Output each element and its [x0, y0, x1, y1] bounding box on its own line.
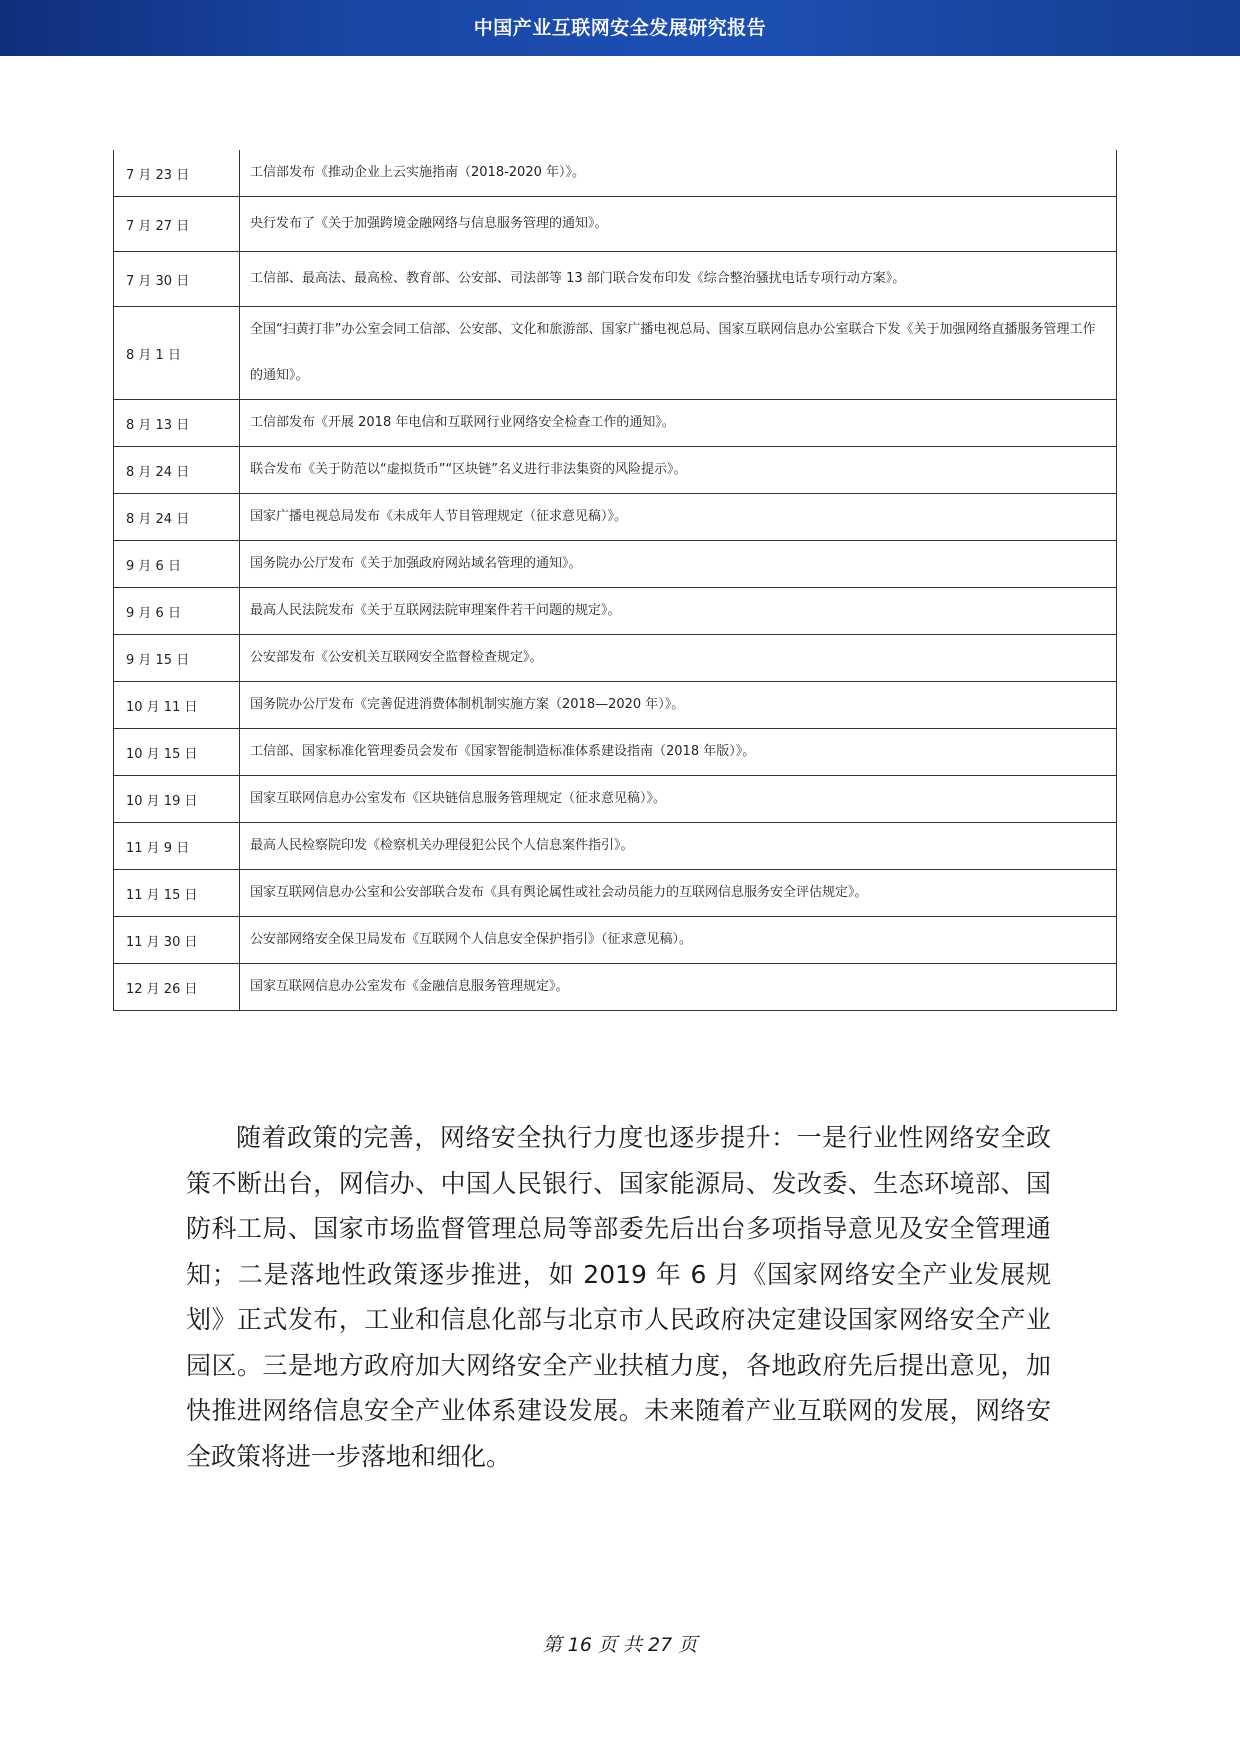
row-date: 12 月 26 日 [114, 964, 240, 1011]
row-date: 7 月 27 日 [114, 197, 240, 252]
table-row [114, 776, 1117, 823]
page-label-prefix: 第 [542, 1634, 562, 1656]
row-event: 全国“扫黄打非”办公室会同工信部、公安部、文化和旅游部、国家广播电视总局、国家互联网信息办公室联合下发《关于加强网络直播服务管理工作的通知》。 [240, 307, 1117, 400]
table-row [114, 307, 1117, 400]
policy-table-container [113, 150, 1117, 1011]
row-event: 央行发布了《关于加强跨境金融网络与信息服务管理的通知》。 [240, 197, 1117, 252]
row-date: 8 月 13 日 [114, 400, 240, 447]
table-row [114, 823, 1117, 870]
row-date: 7 月 23 日 [114, 150, 240, 197]
table-row [114, 400, 1117, 447]
row-event: 国务院办公厅发布《关于加强政府网站域名管理的通知》。 [240, 541, 1117, 588]
row-event: 联合发布《关于防范以“虚拟货币”“区块链”名义进行非法集资的风险提示》。 [240, 447, 1117, 494]
row-date: 10 月 19 日 [114, 776, 240, 823]
policy-timeline-table [113, 150, 1117, 1011]
row-event: 国家互联网信息办公室发布《金融信息服务管理规定》。 [240, 964, 1117, 1011]
row-date: 8 月 1 日 [114, 307, 240, 400]
row-event: 公安部发布《公安机关互联网安全监督检查规定》。 [240, 635, 1117, 682]
row-event: 国家互联网信息办公室发布《区块链信息服务管理规定（征求意见稿）》。 [240, 776, 1117, 823]
row-date: 7 月 30 日 [114, 252, 240, 307]
table-row [114, 494, 1117, 541]
table-row [114, 447, 1117, 494]
document-title: 中国产业互联网安全发展研究报告 [473, 17, 767, 39]
table-row [114, 870, 1117, 917]
policy-table-body [114, 150, 1117, 1011]
row-date: 11 月 9 日 [114, 823, 240, 870]
row-date: 11 月 15 日 [114, 870, 240, 917]
row-date: 9 月 6 日 [114, 541, 240, 588]
row-date: 8 月 24 日 [114, 494, 240, 541]
body-paragraph: 随着政策的完善，网络安全执行力度也逐步提升：一是行业性网络安全政策不断出台，网信办、中国人民银行、国家能源局、发改委、生态环境部、国防科工局、国家市场监督管理总局等部委先后出台多项指导意见及安全管理通知；二是落地性政策逐步推进，如 2019 年 6 月《国家网络安全产业发展规划》正式发布，工业和信息化部与北京市人民政府决定建设国家网络安全产业园区。三是地方政府加大网络安全产业扶植力度，各地政府先后提出意见，加快推进网络信息安全产业体系建设发展。未来随着产业互联网的发展，网络安全政策将进一步落地和细化。 [186, 1123, 1051, 1471]
row-event: 工信部发布《推动企业上云实施指南（2018-2020 年）》。 [240, 150, 1117, 197]
table-row [114, 729, 1117, 776]
row-date: 9 月 15 日 [114, 635, 240, 682]
table-row [114, 635, 1117, 682]
table-row [114, 541, 1117, 588]
row-event: 国务院办公厅发布《完善促进消费体制机制实施方案（2018—2020 年）》。 [240, 682, 1117, 729]
table-row [114, 150, 1117, 197]
row-event: 公安部网络安全保卫局发布《互联网个人信息安全保护指引》（征求意见稿）。 [240, 917, 1117, 964]
row-date: 9 月 6 日 [114, 588, 240, 635]
row-event: 国家互联网信息办公室和公安部联合发布《具有舆论属性或社会动员能力的互联网信息服务安全评估规定》。 [240, 870, 1117, 917]
row-event: 最高人民检察院印发《检察机关办理侵犯公民个人信息案件指引》。 [240, 823, 1117, 870]
table-row [114, 964, 1117, 1011]
table-row [114, 252, 1117, 307]
row-event: 工信部发布《开展 2018 年电信和互联网行业网络安全检查工作的通知》。 [240, 400, 1117, 447]
page-label-suffix: 页 [678, 1634, 698, 1656]
row-event: 工信部、国家标准化管理委员会发布《国家智能制造标准体系建设指南（2018 年版）》。 [240, 729, 1117, 776]
row-event: 工信部、最高法、最高检、教育部、公安部、司法部等 13 部门联合发布印发《综合整治骚扰电话专项行动方案》。 [240, 252, 1117, 307]
row-date: 10 月 15 日 [114, 729, 240, 776]
page-footer [0, 1630, 1240, 1657]
table-row [114, 682, 1117, 729]
table-row [114, 588, 1117, 635]
row-event: 最高人民法院发布《关于互联网法院审理案件若干问题的规定》。 [240, 588, 1117, 635]
row-event: 国家广播电视总局发布《未成年人节目管理规定（征求意见稿）》。 [240, 494, 1117, 541]
row-date: 10 月 11 日 [114, 682, 240, 729]
row-date: 8 月 24 日 [114, 447, 240, 494]
page-current-number: 16 [567, 1634, 592, 1656]
table-row [114, 197, 1117, 252]
row-date: 11 月 30 日 [114, 917, 240, 964]
page-label-mid: 页 共 [597, 1634, 643, 1656]
table-row [114, 917, 1117, 964]
page-total-number: 27 [648, 1634, 673, 1656]
